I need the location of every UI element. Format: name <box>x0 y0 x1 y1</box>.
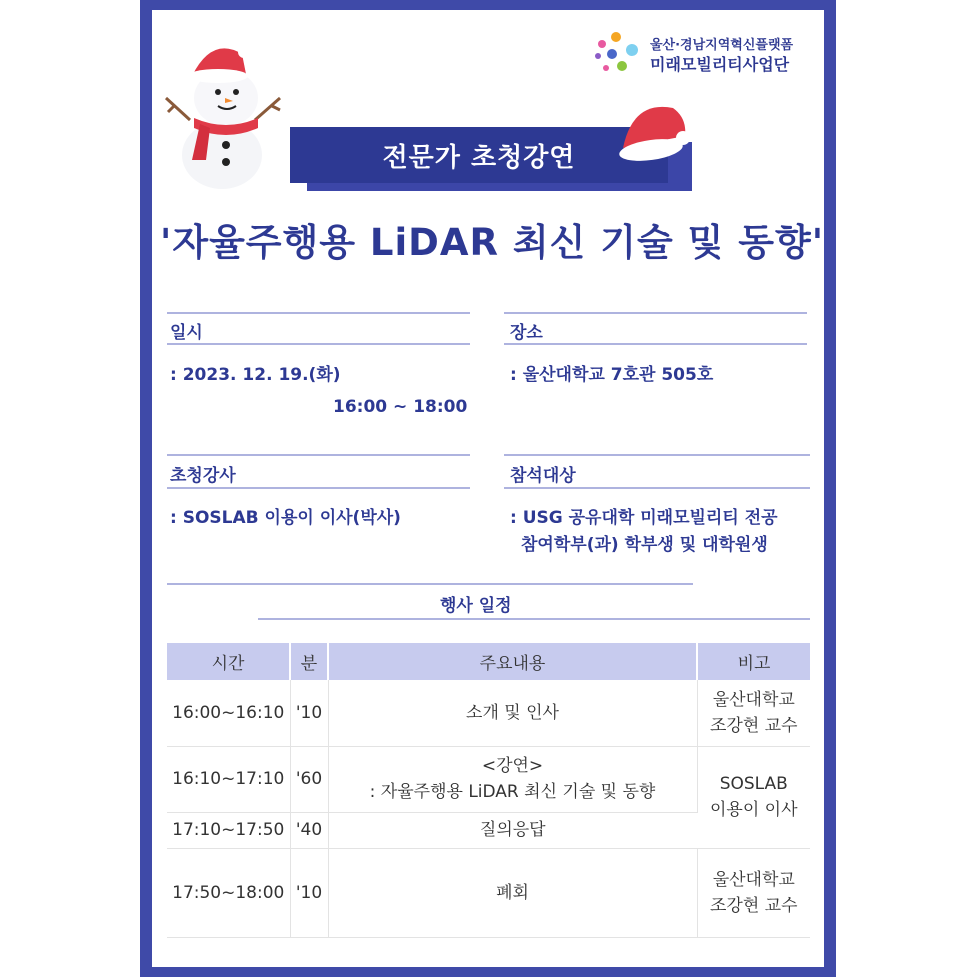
speaker-value: : SOSLAB 이용이 이사(박사) <box>170 508 401 528</box>
table-header-row <box>167 643 810 680</box>
divider <box>167 583 693 585</box>
cell-content: 질의응답 <box>328 812 697 848</box>
divider <box>167 487 470 489</box>
logo-line1: 울산·경남지역혁신플랫폼 <box>650 38 794 53</box>
note-line2: 이용이 이사 <box>709 800 798 820</box>
banner-text: 전문가 초청강연 <box>382 142 576 173</box>
cell-content <box>328 746 697 812</box>
place-label: 장소 <box>510 323 543 343</box>
place-value: : 울산대학교 7호관 505호 <box>510 365 714 385</box>
logo-line2: 미래모빌리티사업단 <box>650 55 790 74</box>
divider <box>258 618 810 620</box>
cell-minutes: '60 <box>290 746 328 812</box>
time-value: 16:00 ~ 18:00 <box>333 397 468 417</box>
audience-line2: 참여학부(과) 학부생 및 대학원생 <box>521 535 768 555</box>
note-line1: 울산대학교 <box>712 689 795 710</box>
main-title: '자율주행용 LiDAR 최신 기술 및 동향' <box>160 221 825 264</box>
cell-minutes: '10 <box>290 680 328 746</box>
cell-content: 폐회 <box>328 848 697 937</box>
note-line2: 조강현 교수 <box>709 715 798 736</box>
divider <box>504 343 807 345</box>
logo-mark-icon <box>592 30 642 76</box>
schedule-title: 행사 일정 <box>440 596 512 616</box>
cell-content: 소개 및 인사 <box>328 680 697 746</box>
cell-note <box>697 746 810 848</box>
header-note: 비고 <box>697 643 810 680</box>
note-line1: SOSLAB <box>719 774 788 794</box>
content-line2: : 자율주행용 LiDAR 최신 기술 및 동향 <box>369 782 656 802</box>
organization-logo <box>592 30 812 76</box>
divider <box>504 454 810 456</box>
table-row <box>167 680 810 746</box>
audience-label: 참석대상 <box>510 466 576 486</box>
content-line1: <강연> <box>481 756 544 776</box>
table-row <box>167 746 810 812</box>
divider <box>504 312 807 314</box>
cell-time: 16:10~17:10 <box>167 746 290 812</box>
cell-note <box>697 848 810 937</box>
table-row <box>167 848 810 937</box>
header-content: 주요내용 <box>328 643 697 680</box>
note-line1: 울산대학교 <box>712 869 795 890</box>
snowman-icon <box>160 40 290 190</box>
audience-line1: : USG 공유대학 미래모빌리티 전공 <box>510 508 778 528</box>
date-label: 일시 <box>170 323 203 343</box>
schedule-table <box>167 643 810 938</box>
speaker-label: 초청강사 <box>170 466 236 486</box>
header-time: 시간 <box>167 643 290 680</box>
note-line2: 조강현 교수 <box>709 895 798 916</box>
divider <box>167 343 470 345</box>
date-value: : 2023. 12. 19.(화) <box>170 365 341 385</box>
cell-minutes: '10 <box>290 848 328 937</box>
divider <box>504 487 810 489</box>
divider <box>167 454 470 456</box>
cell-time: 17:50~18:00 <box>167 848 290 937</box>
cell-time: 17:10~17:50 <box>167 812 290 848</box>
cell-time: 16:00~16:10 <box>167 680 290 746</box>
santa-hat-icon <box>613 100 695 166</box>
cell-minutes: '40 <box>290 812 328 848</box>
divider <box>167 312 470 314</box>
header-minutes: 분 <box>290 643 328 680</box>
banner <box>290 127 668 183</box>
cell-note <box>697 680 810 746</box>
